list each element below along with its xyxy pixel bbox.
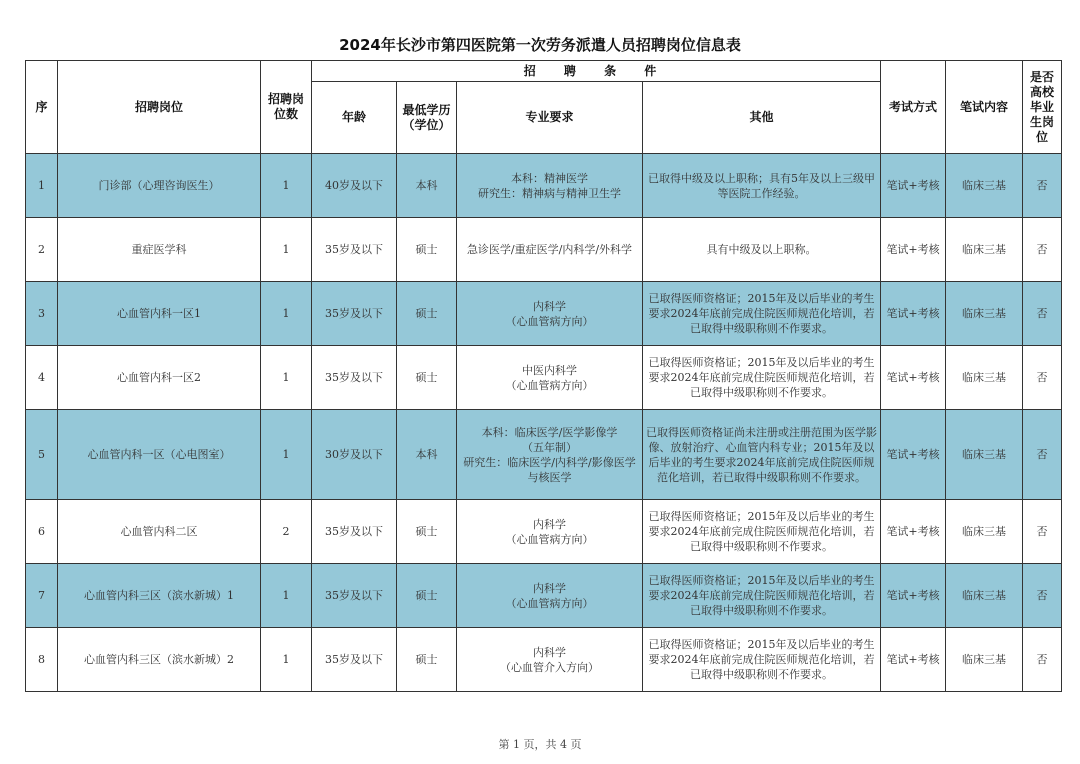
- cell-major: 本科：精神医学 研究生：精神病与精神卫生学: [457, 154, 643, 218]
- header-major: 专业要求: [457, 82, 643, 154]
- cell-education: 硕士: [397, 218, 457, 282]
- table-row: [26, 564, 1062, 628]
- cell-count: 1: [261, 410, 312, 500]
- cell-count: 1: [261, 282, 312, 346]
- table-row: [26, 154, 1062, 218]
- page-number: 第 1 页，共 4 页: [498, 738, 582, 751]
- cell-seq: 8: [26, 628, 58, 692]
- header-age: 年龄: [312, 82, 397, 154]
- cell-seq: 3: [26, 282, 58, 346]
- cell-position: 心血管内科三区（滨水新城）2: [58, 628, 261, 692]
- cell-exam-method: 笔试+考核: [881, 154, 946, 218]
- cell-exam-content: 临床三基: [946, 218, 1023, 282]
- cell-seq: 4: [26, 346, 58, 410]
- cell-exam-content: 临床三基: [946, 282, 1023, 346]
- cell-other: 已取得医师资格证；2015年及以后毕业的考生要求2024年底前完成住院医师规范化培训，若已取得中级职称则不作要求。: [643, 346, 881, 410]
- cell-exam-method: 笔试+考核: [881, 218, 946, 282]
- cell-education: 硕士: [397, 628, 457, 692]
- cell-graduate: 否: [1023, 410, 1062, 500]
- cell-graduate: 否: [1023, 282, 1062, 346]
- header-position: 招聘岗位: [58, 61, 261, 154]
- table-row: [26, 500, 1062, 564]
- cell-education: 硕士: [397, 282, 457, 346]
- cell-age: 35岁及以下: [312, 500, 397, 564]
- cell-exam-content: 临床三基: [946, 564, 1023, 628]
- cell-education: 本科: [397, 154, 457, 218]
- cell-position: 心血管内科二区: [58, 500, 261, 564]
- cell-count: 1: [261, 628, 312, 692]
- cell-age: 35岁及以下: [312, 628, 397, 692]
- cell-count: 1: [261, 154, 312, 218]
- header-other: 其他: [643, 82, 881, 154]
- cell-exam-method: 笔试+考核: [881, 628, 946, 692]
- table-row: [26, 282, 1062, 346]
- cell-graduate: 否: [1023, 628, 1062, 692]
- cell-exam-method: 笔试+考核: [881, 500, 946, 564]
- header-conditions: 招 聘 条 件: [312, 61, 881, 82]
- cell-education: 硕士: [397, 500, 457, 564]
- cell-major: 内科学 （心血管病方向）: [457, 564, 643, 628]
- cell-major: 中医内科学 （心血管病方向）: [457, 346, 643, 410]
- cell-age: 35岁及以下: [312, 218, 397, 282]
- header-seq: 序: [26, 61, 58, 154]
- table-row: [26, 346, 1062, 410]
- cell-position: 门诊部（心理咨询医生）: [58, 154, 261, 218]
- header-exam-content: 笔试内容: [946, 61, 1023, 154]
- cell-major: 本科：临床医学/医学影像学 （五年制） 研究生：临床医学/内科学/影像医学与核医学: [457, 410, 643, 500]
- document-title: 2024年长沙市第四医院第一次劳务派遣人员招聘岗位信息表: [339, 36, 741, 54]
- cell-count: 1: [261, 218, 312, 282]
- cell-position: 心血管内科一区1: [58, 282, 261, 346]
- cell-exam-method: 笔试+考核: [881, 346, 946, 410]
- header-exam-method: 考试方式: [881, 61, 946, 154]
- cell-graduate: 否: [1023, 154, 1062, 218]
- cell-seq: 2: [26, 218, 58, 282]
- cell-major: 急诊医学/重症医学/内科学/外科学: [457, 218, 643, 282]
- cell-position: 心血管内科一区2: [58, 346, 261, 410]
- cell-other: 已取得医师资格证；2015年及以后毕业的考生要求2024年底前完成住院医师规范化培训，若已取得中级职称则不作要求。: [643, 282, 881, 346]
- cell-exam-content: 临床三基: [946, 154, 1023, 218]
- cell-other: 已取得医师资格证；2015年及以后毕业的考生要求2024年底前完成住院医师规范化培训，若已取得中级职称则不作要求。: [643, 564, 881, 628]
- cell-education: 本科: [397, 410, 457, 500]
- cell-position: 重症医学科: [58, 218, 261, 282]
- cell-graduate: 否: [1023, 218, 1062, 282]
- cell-count: 1: [261, 346, 312, 410]
- header-graduate: 是否高校毕业生岗位: [1023, 61, 1062, 154]
- cell-exam-content: 临床三基: [946, 628, 1023, 692]
- table-row: [26, 628, 1062, 692]
- cell-other: 已取得中级及以上职称；具有5年及以上三级甲等医院工作经验。: [643, 154, 881, 218]
- cell-count: 2: [261, 500, 312, 564]
- cell-exam-content: 临床三基: [946, 500, 1023, 564]
- cell-other: 具有中级及以上职称。: [643, 218, 881, 282]
- cell-major: 内科学 （心血管介入方向）: [457, 628, 643, 692]
- cell-count: 1: [261, 564, 312, 628]
- cell-education: 硕士: [397, 564, 457, 628]
- cell-position: 心血管内科一区（心电图室）: [58, 410, 261, 500]
- cell-graduate: 否: [1023, 500, 1062, 564]
- table-row: [26, 410, 1062, 500]
- header-count: 招聘岗位数: [261, 61, 312, 154]
- cell-exam-method: 笔试+考核: [881, 564, 946, 628]
- cell-exam-method: 笔试+考核: [881, 282, 946, 346]
- cell-exam-method: 笔试+考核: [881, 410, 946, 500]
- cell-age: 40岁及以下: [312, 154, 397, 218]
- cell-other: 已取得医师资格证尚未注册或注册范围为医学影像、放射治疗、心血管内科专业；2015年及以后毕业的考生要求2024年底前完成住院医师规范化培训，若已取得中级职称则不作要求。: [643, 410, 881, 500]
- cell-graduate: 否: [1023, 564, 1062, 628]
- cell-seq: 5: [26, 410, 58, 500]
- cell-seq: 6: [26, 500, 58, 564]
- cell-exam-content: 临床三基: [946, 346, 1023, 410]
- cell-age: 35岁及以下: [312, 282, 397, 346]
- cell-age: 35岁及以下: [312, 346, 397, 410]
- cell-major: 内科学 （心血管病方向）: [457, 282, 643, 346]
- cell-other: 已取得医师资格证；2015年及以后毕业的考生要求2024年底前完成住院医师规范化培训，若已取得中级职称则不作要求。: [643, 628, 881, 692]
- cell-age: 35岁及以下: [312, 564, 397, 628]
- recruitment-table: [25, 60, 1062, 692]
- table-row: [26, 218, 1062, 282]
- cell-major: 内科学 （心血管病方向）: [457, 500, 643, 564]
- cell-seq: 1: [26, 154, 58, 218]
- cell-seq: 7: [26, 564, 58, 628]
- cell-graduate: 否: [1023, 346, 1062, 410]
- cell-education: 硕士: [397, 346, 457, 410]
- cell-other: 已取得医师资格证；2015年及以后毕业的考生要求2024年底前完成住院医师规范化培训，若已取得中级职称则不作要求。: [643, 500, 881, 564]
- header-education: 最低学历（学位）: [397, 82, 457, 154]
- cell-exam-content: 临床三基: [946, 410, 1023, 500]
- cell-position: 心血管内科三区（滨水新城）1: [58, 564, 261, 628]
- cell-age: 30岁及以下: [312, 410, 397, 500]
